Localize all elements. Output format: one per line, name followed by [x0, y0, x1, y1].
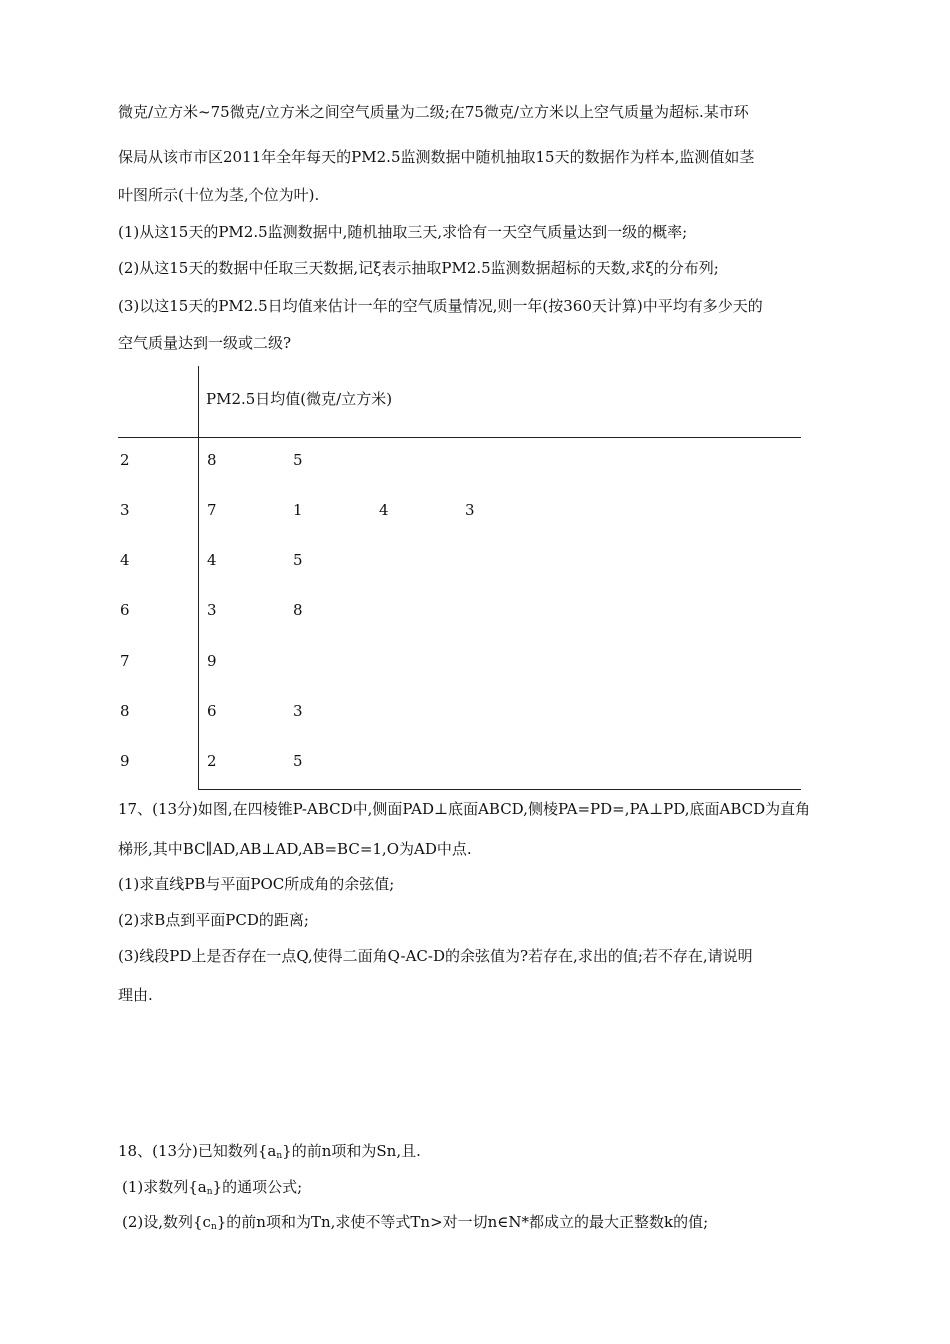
p16-line-3: 叶图所示(十位为茎,个位为叶).	[118, 186, 320, 204]
stem-cell: 3	[120, 501, 130, 519]
leaf-cell: 3	[465, 501, 475, 519]
leaf-cell: 6	[207, 702, 217, 720]
p16-question-3-line-2: 空气质量达到一级或二级?	[118, 334, 292, 352]
p17-question-2: (2)求B点到平面PCD的距离;	[118, 911, 309, 929]
leaf-cell: 1	[293, 501, 303, 519]
p17-question-1: (1)求直线PB与平面POC所成角的余弦值;	[118, 875, 395, 893]
p18-question-2: (2)设,数列$\{c_n\}$的前n项和为Tn,求使不等式Tn>对一切n∈N*都成立的最大正整数k的值;	[122, 1213, 709, 1232]
leaf-cell: 8	[293, 601, 303, 619]
p16-question-1: (1)从这15天的PM2.5监测数据中,随机抽取三天,求恰有一天空气质量达到一级的概率;	[118, 223, 688, 241]
table-bottom-rule	[198, 789, 801, 790]
p17-line-1: 17、(13分)如图,在四棱锥P-ABCD中,侧面PAD⊥底面ABCD,侧棱PA=PD=,PA⊥PD,底面ABCD为直角	[118, 800, 811, 818]
stem-cell: 2	[120, 451, 130, 469]
leaf-cell: 8	[207, 451, 217, 469]
leaf-cell: 7	[207, 501, 217, 519]
leaf-cell: 5	[293, 752, 303, 770]
stem-cell: 8	[120, 702, 130, 720]
table-header: PM2.5日均值(微克/立方米)	[206, 390, 393, 408]
leaf-cell: 3	[293, 702, 303, 720]
p17-line-2: 梯形,其中BC∥AD,AB⊥AD,AB=BC=1,O为AD中点.	[118, 840, 472, 858]
stem-cell: 7	[120, 652, 130, 670]
p18-question-1: (1)求数列$\{a_n\}$的通项公式;	[122, 1178, 303, 1197]
p17-question-3-line-1: (3)线段PD上是否存在一点Q,使得二面角Q-AC-D的余弦值为?若存在,求出的值;若不存在,请说明	[118, 947, 753, 965]
stem-cell: 9	[120, 752, 130, 770]
p17-question-3-line-2: 理由.	[118, 986, 153, 1004]
table-header-rule	[118, 437, 801, 438]
leaf-cell: 4	[379, 501, 389, 519]
p18-line-1: 18、(13分)已知数列$\{a_n\}$的前n项和为Sn,且.	[118, 1142, 421, 1161]
stem-divider	[198, 366, 199, 790]
stem-cell: 4	[120, 551, 130, 569]
p16-line-1: 微克/立方米~75微克/立方米之间空气质量为二级;在75微克/立方米以上空气质量为超标.某市环	[118, 103, 749, 121]
leaf-cell: 5	[293, 551, 303, 569]
stem-cell: 6	[120, 601, 130, 619]
p16-question-2: (2)从这15天的数据中任取三天数据,记ξ表示抽取PM2.5监测数据超标的天数,求ξ的分布列;	[118, 259, 719, 277]
p16-line-2: 保局从该市市区2011年全年每天的PM2.5监测数据中随机抽取15天的数据作为样本,监测值如茎	[118, 148, 755, 166]
leaf-cell: 4	[207, 551, 217, 569]
leaf-cell: 3	[207, 601, 217, 619]
p16-question-3-line-1: (3)以这15天的PM2.5日均值来估计一年的空气质量情况,则一年(按360天计算)中平均有多少天的	[118, 297, 763, 315]
leaf-cell: 2	[207, 752, 217, 770]
leaf-cell: 9	[207, 652, 217, 670]
leaf-cell: 5	[293, 451, 303, 469]
